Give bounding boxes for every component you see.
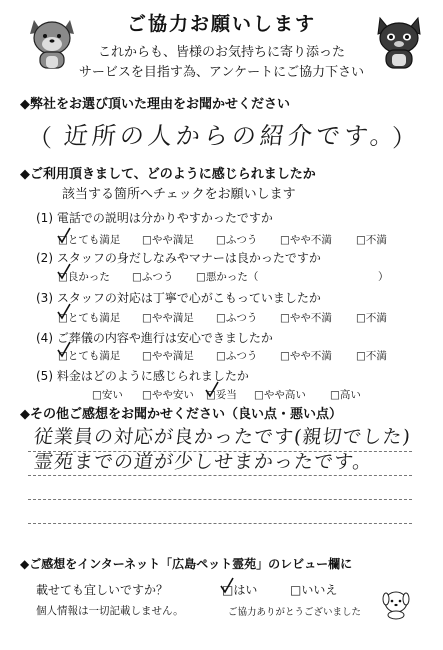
check-mark-icon bbox=[56, 262, 72, 280]
header-line-2: サービスを目指す為、アンケートにご協力下さい bbox=[78, 65, 365, 80]
check-mark-icon bbox=[56, 302, 72, 320]
question-4-option-4[interactable]: □やや不満 bbox=[280, 350, 332, 362]
consent-no[interactable]: □いいえ bbox=[290, 583, 338, 597]
question-5-option-5[interactable]: □高い bbox=[330, 389, 361, 401]
question-3-option-4[interactable]: □やや不満 bbox=[280, 312, 332, 324]
question-2-label: (2) スタッフの身だしなみやマナーは良かったですか bbox=[36, 251, 321, 265]
question-5-label: (5) 料金はどのように感じられましたか bbox=[36, 369, 249, 383]
question-1-label: (1) 電話での説明は分かりやすかったですか bbox=[36, 211, 273, 225]
question-4-option-5[interactable]: □不満 bbox=[356, 350, 387, 362]
answer-rule-2 bbox=[28, 475, 412, 476]
question-2-option-1[interactable]: □良かった bbox=[58, 271, 110, 283]
question-3-option-1[interactable]: □とても満足 bbox=[58, 312, 121, 324]
answer-rule-4 bbox=[28, 523, 412, 524]
question-2-option-3[interactable]: □悪かった（ bbox=[196, 271, 259, 283]
section-4-line-3: 個人情報は一切記載しません。 bbox=[36, 605, 184, 617]
question-5-option-1[interactable]: □安い bbox=[92, 389, 123, 401]
question-2-option-2[interactable]: □ふつう bbox=[132, 271, 174, 283]
question-1-option-3[interactable]: □ふつう bbox=[216, 234, 258, 246]
question-4-option-1[interactable]: □とても満足 bbox=[58, 350, 121, 362]
answer-rule-3 bbox=[28, 499, 412, 500]
question-1-option-4[interactable]: □やや不満 bbox=[280, 234, 332, 246]
page-title: ご協力お願いします bbox=[126, 13, 316, 35]
question-1-option-2[interactable]: □やや満足 bbox=[142, 234, 194, 246]
question-3-option-5[interactable]: □不満 bbox=[356, 312, 387, 324]
check-mark-icon bbox=[204, 380, 220, 398]
check-mark-icon bbox=[219, 576, 235, 594]
section-2-heading-line-1: ◆ご利用頂きまして、どのように感じられましたか bbox=[20, 167, 316, 182]
question-5-option-3[interactable]: □妥当 bbox=[206, 389, 237, 401]
question-5-option-2[interactable]: □やや安い bbox=[142, 389, 194, 401]
header-line-1: これからも、皆様のお気持ちに寄り添った bbox=[97, 45, 345, 60]
section-1-paren-close: ） bbox=[392, 124, 416, 152]
section-3-answer-line-2[interactable]: 霊苑までの道が少しせまかったです。 bbox=[32, 451, 374, 473]
small-dog-icon bbox=[380, 586, 412, 620]
question-3-option-3[interactable]: □ふつう bbox=[216, 312, 258, 324]
question-3-option-2[interactable]: □やや満足 bbox=[142, 312, 194, 324]
question-3-label: (3) スタッフの対応は丁寧で心がこもっていましたか bbox=[36, 291, 321, 305]
section-3-answer-line-1[interactable]: 従業員の対応が良かったです(親切でした) bbox=[32, 426, 413, 448]
check-mark-icon bbox=[56, 340, 72, 358]
section-3-heading: ◆その他ご感想をお聞かせください（良い点・悪い点） bbox=[20, 407, 342, 422]
section-1-paren-open: （ bbox=[28, 124, 52, 152]
question-4-option-2[interactable]: □やや満足 bbox=[142, 350, 194, 362]
thanks-text: ご協力ありがとうございました bbox=[228, 607, 362, 618]
question-5-option-4[interactable]: □やや高い bbox=[254, 389, 306, 401]
check-mark-icon bbox=[56, 226, 72, 244]
section-1-heading: ◆弊社をお選び頂いた理由をお聞かせください bbox=[20, 97, 290, 112]
question-2-option-4: ） bbox=[378, 271, 389, 283]
section-4-line-2: 載せても宜しいですか？ bbox=[36, 583, 169, 597]
question-1-option-1[interactable]: □とても満足 bbox=[58, 234, 121, 246]
question-4-option-3[interactable]: □ふつう bbox=[216, 350, 258, 362]
section-1-answer[interactable]: 近所の人からの紹介です。 bbox=[62, 122, 400, 150]
question-4-label: (4) ご葬儀の内容や進行は安心できましたか bbox=[36, 331, 273, 345]
section-2-heading-line-2: 該当する箇所へチェックをお願いします bbox=[62, 187, 296, 202]
section-4-line-1: ◆ご感想をインターネット「広島ペット霊苑」のレビュー欄に bbox=[20, 557, 353, 571]
question-1-option-5[interactable]: □不満 bbox=[356, 234, 387, 246]
consent-yes[interactable]: □はい bbox=[222, 583, 258, 597]
